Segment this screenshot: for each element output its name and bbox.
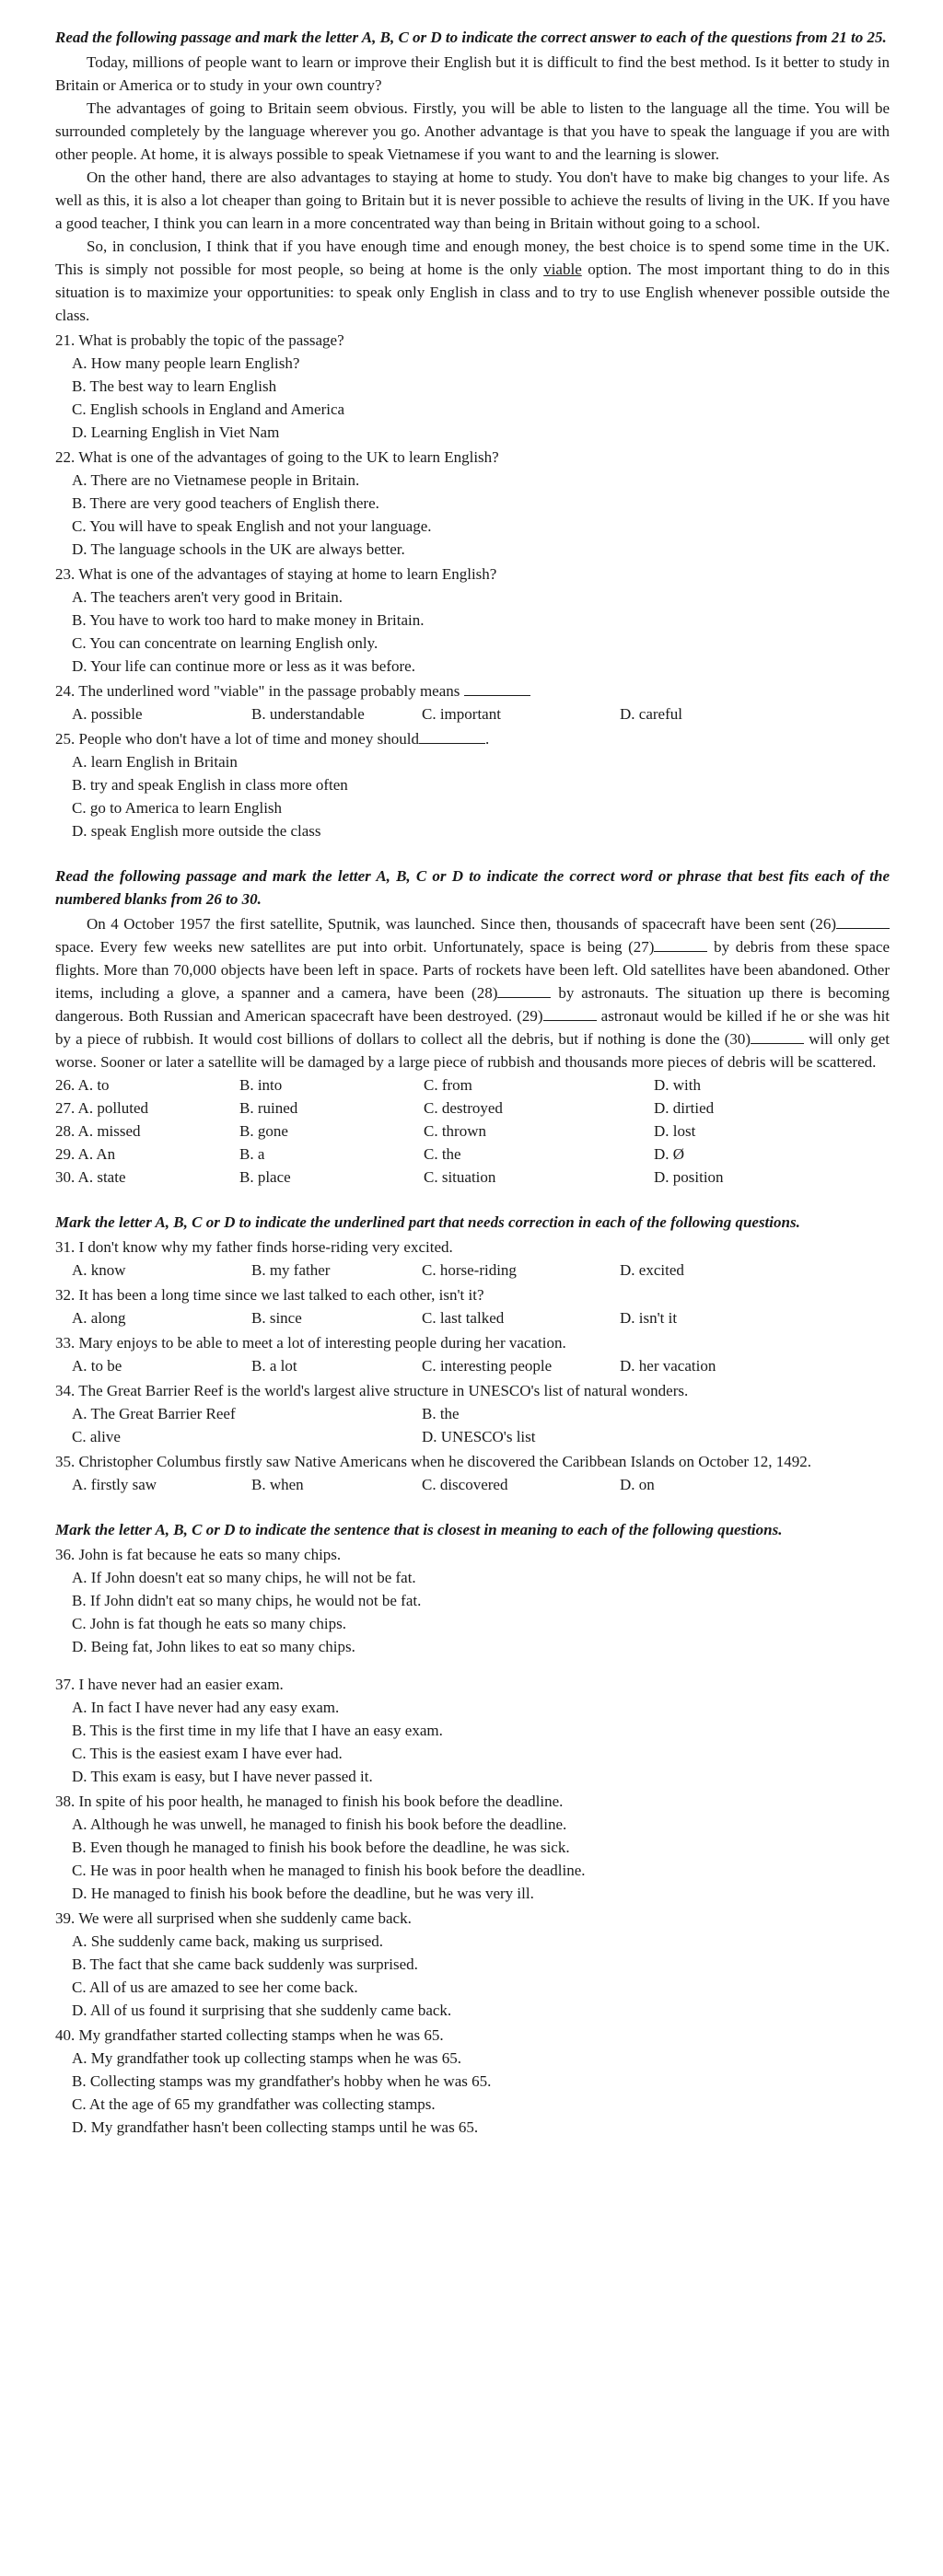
answer-option[interactable]: B. ruined: [239, 1099, 298, 1117]
blank-28: [497, 997, 551, 998]
answer-option[interactable]: D. UNESCO's list: [422, 1428, 536, 1445]
answer-option[interactable]: C. last talked: [422, 1309, 505, 1327]
answer-option[interactable]: D. Your life can continue more or less as it was before.: [72, 657, 415, 675]
question-22: 22. What is one of the advantages of going to the UK to learn English?: [55, 448, 499, 466]
answer-option[interactable]: B. Even though he managed to finish his book before the deadline, he was sick.: [72, 1839, 570, 1856]
answer-option[interactable]: C. You will have to speak English and not your language.: [72, 517, 432, 535]
answer-option[interactable]: 29. A. An: [55, 1145, 116, 1163]
question-38: 38. In spite of his poor health, he managed to finish his book before the deadline.: [55, 1793, 564, 1810]
answer-option[interactable]: A. Although he was unwell, he managed to finish his book before the deadline.: [72, 1816, 567, 1833]
answer-option[interactable]: D. Learning English in Viet Nam: [72, 424, 280, 441]
answer-option[interactable]: B. Collecting stamps was my grandfather's hobby when he was 65.: [72, 2072, 492, 2090]
answer-option[interactable]: C. He was in poor health when he managed to finish his book before the deadline.: [72, 1862, 586, 1879]
question-31: 31. I don't know why my father finds horse-riding very excited.: [55, 1238, 453, 1256]
answer-option[interactable]: B. try and speak English in class more often: [72, 776, 348, 794]
answer-option[interactable]: B. The best way to learn English: [72, 377, 277, 395]
question-32: 32. It has been a long time since we last talked to each other, isn't it?: [55, 1286, 484, 1304]
answer-option[interactable]: D. careful: [620, 705, 682, 723]
passage1-paragraph: The advantages of going to Britain seem obvious. Firstly, you will be able to listen to the language all the time. You will be surrounded completely by the language wherever you go. Another advantage is that you have to speak the language if you are with other people. At home, it is always possible to speak Vietnamese if you want to and the learning is slower.: [55, 99, 890, 163]
answer-option[interactable]: A. know: [72, 1261, 126, 1279]
answer-option[interactable]: C. interesting people: [422, 1357, 553, 1375]
answer-row: [72, 1259, 890, 1282]
answer-option[interactable]: B. If John didn't eat so many chips, he would not be fat.: [72, 1592, 422, 1609]
answer-option[interactable]: C. You can concentrate on learning English only.: [72, 634, 378, 652]
answer-option[interactable]: A. My grandfather took up collecting stamps when he was 65.: [72, 2049, 462, 2067]
answer-option[interactable]: B. gone: [239, 1122, 288, 1140]
answer-option[interactable]: D. speak English more outside the class: [72, 822, 321, 840]
answer-option[interactable]: B. This is the first time in my life that I have an easy exam.: [72, 1722, 443, 1739]
question-39: 39. We were all surprised when she suddenly came back.: [55, 1909, 412, 1927]
answer-option[interactable]: A. learn English in Britain: [72, 753, 238, 771]
answer-option[interactable]: C. John is fat though he eats so many chips.: [72, 1615, 346, 1632]
answer-row: [55, 1097, 890, 1120]
answer-row: [55, 1120, 890, 1143]
section2-instruction: Read the following passage and mark the letter A, B, C or D to indicate the correct word or phrase that best fits each of the numbered blanks from 26 to 30.: [55, 867, 890, 908]
question-21: 21. What is probably the topic of the passage?: [55, 331, 344, 349]
answer-option[interactable]: C. thrown: [424, 1122, 486, 1140]
answer-row: [55, 1073, 890, 1097]
question-37: 37. I have never had an easier exam.: [55, 1676, 284, 1693]
answer-option[interactable]: D. Being fat, John likes to eat so many chips.: [72, 1638, 355, 1655]
answer-row: [55, 1143, 890, 1166]
answer-option[interactable]: D. My grandfather hasn't been collecting stamps until he was 65.: [72, 2118, 479, 2136]
answer-option[interactable]: D. This exam is easy, but I have never passed it.: [72, 1768, 373, 1785]
answer-option[interactable]: C. go to America to learn English: [72, 799, 283, 817]
answer-option[interactable]: 30. A. state: [55, 1168, 126, 1186]
answer-option[interactable]: A. The teachers aren't very good in Britain.: [72, 588, 343, 606]
answer-option[interactable]: D. her vacation: [620, 1357, 716, 1375]
answer-option[interactable]: 28. A. missed: [55, 1122, 141, 1140]
question-33: 33. Mary enjoys to be able to meet a lot of interesting people during her vacation.: [55, 1334, 566, 1352]
answer-option[interactable]: C. the: [424, 1145, 461, 1163]
question-23: 23. What is one of the advantages of staying at home to learn English?: [55, 565, 497, 583]
answer-blank: [464, 695, 530, 696]
answer-option[interactable]: B. a: [239, 1145, 265, 1163]
passage1-paragraph: So, in conclusion, I think that if you have enough time and enough money, the best choice is to spend some time in the UK. This is simply not possible for most people, so being at home is the only viable option. The most important thing to do in this situation is to maximize your opportunities: to speak only English in class and to try to use English whenever possible outside the class.: [55, 238, 891, 324]
answer-option[interactable]: B. since: [251, 1309, 302, 1327]
answer-option[interactable]: C. At the age of 65 my grandfather was collecting stamps.: [72, 2095, 436, 2113]
question-34: 34. The Great Barrier Reef is the world's largest alive structure in UNESCO's list of natural wonders.: [55, 1382, 689, 1399]
answer-option[interactable]: B. into: [239, 1076, 283, 1094]
answer-option[interactable]: C. destroyed: [424, 1099, 503, 1117]
passage2-paragraph: On 4 October 1957 the first satellite, Sputnik, was launched. Since then, thousands of spacecraft have been sent (26) space. Every few weeks new satellites are put into orbit. Unfortunately, space is being (27) by debris from these space flights. More than 70,000 objects have been left in space. Parts of rockets have been left. Old satellites have been abandoned. Other items, including a glove, a spanner and a camera, have been (28) by astronauts. The situation up there is becoming dangerous. Both Russian and American spacecraft have been destroyed. (29) astronaut would be killed if he or she was hit by a piece of rubbish. It would cost billions of dollars to collect all the debris, but if nothing is done the (30) will only get worse. Sooner or later a satellite will be damaged by a large piece of rubbish and thousands more pieces of debris will be scattered.: [55, 915, 891, 1071]
answer-option[interactable]: D. All of us found it surprising that she suddenly came back.: [72, 2002, 452, 2019]
answer-row: [72, 1354, 890, 1377]
underlined-word-viable: viable: [543, 261, 582, 278]
answer-option[interactable]: B. my father: [251, 1261, 331, 1279]
question-24: 24. The underlined word "viable" in the passage probably means: [55, 679, 890, 702]
answer-option[interactable]: D. isn't it: [620, 1309, 678, 1327]
answer-option[interactable]: A. In fact I have never had any easy exam.: [72, 1699, 340, 1716]
blank-29: [543, 1020, 597, 1021]
answer-option[interactable]: D. on: [620, 1476, 655, 1493]
answer-option[interactable]: D. position: [654, 1168, 724, 1186]
answer-option[interactable]: D. with: [654, 1076, 701, 1094]
answer-option[interactable]: A. How many people learn English?: [72, 354, 300, 372]
answer-option[interactable]: B. You have to work too hard to make money in Britain.: [72, 611, 425, 629]
passage1-paragraph: On the other hand, there are also advantages to staying at home to study. You don't have to make big changes to your life. As well as this, it is also a lot cheaper than going to Britain but it is never possible to achieve the results of living in the UK. If you have a good teacher, I think you can learn in a more concentrated way than being in Britain without going to a school.: [55, 168, 890, 232]
answer-option[interactable]: D. dirtied: [654, 1099, 715, 1117]
answer-option[interactable]: D. He managed to finish his book before the deadline, but he was very ill.: [72, 1885, 534, 1902]
answer-option[interactable]: B. place: [239, 1168, 291, 1186]
answer-option[interactable]: D. lost: [654, 1122, 696, 1140]
answer-option[interactable]: A. She suddenly came back, making us surprised.: [72, 1932, 384, 1950]
answer-option[interactable]: A. There are no Vietnamese people in Britain.: [72, 471, 360, 489]
question-35: 35. Christopher Columbus firstly saw Native Americans when he discovered the Caribbean Islands on October 12, 1492.: [55, 1453, 812, 1470]
answer-option[interactable]: C. All of us are amazed to see her come back.: [72, 1978, 358, 1996]
answer-row: [72, 1306, 890, 1329]
blank-30: [751, 1043, 804, 1044]
answer-option[interactable]: D. Ø: [654, 1145, 685, 1163]
answer-option[interactable]: C. horse-riding: [422, 1261, 517, 1279]
answer-blank: [419, 743, 485, 744]
passage1-paragraph: Today, millions of people want to learn or improve their English but it is difficult to find the best method. Is it better to study in Britain or America or to study in your own country?: [55, 53, 890, 94]
answer-option[interactable]: B. The fact that she came back suddenly was surprised.: [72, 1955, 418, 1973]
answer-option[interactable]: C. English schools in England and America: [72, 400, 345, 418]
answer-option[interactable]: C. from: [424, 1076, 472, 1094]
question-40: 40. My grandfather started collecting stamps when he was 65.: [55, 2026, 444, 2044]
section4-instruction: Mark the letter A, B, C or D to indicate the sentence that is closest in meaning to each of the following questions.: [55, 1521, 783, 1538]
answer-option[interactable]: C. discovered: [422, 1476, 508, 1493]
answer-option[interactable]: 26. A. to: [55, 1076, 110, 1094]
blank-27: [654, 951, 707, 952]
answer-option[interactable]: A. to be: [72, 1357, 122, 1375]
answer-option[interactable]: A. The Great Barrier Reef: [72, 1405, 236, 1422]
answer-option[interactable]: B. the: [422, 1405, 460, 1422]
answer-row: [55, 1166, 890, 1189]
answer-option[interactable]: B. a lot: [251, 1357, 297, 1375]
answer-option[interactable]: C. situation: [424, 1168, 496, 1186]
answer-option[interactable]: C. important: [422, 705, 501, 723]
answer-option[interactable]: C. This is the easiest exam I have ever had.: [72, 1745, 343, 1762]
blank-26: [836, 928, 890, 929]
section3-instruction: Mark the letter A, B, C or D to indicate the underlined part that needs correction in each of the following questions.: [55, 1213, 800, 1231]
answer-option[interactable]: B. when: [251, 1476, 304, 1493]
section1-instruction: Read the following passage and mark the letter A, B, C or D to indicate the correct answer to each of the questions from 21 to 25.: [55, 29, 887, 46]
answer-option[interactable]: A. along: [72, 1309, 126, 1327]
answer-option[interactable]: B. There are very good teachers of English there.: [72, 494, 379, 512]
answer-option[interactable]: A. possible: [72, 705, 143, 723]
answer-option[interactable]: D. The language schools in the UK are always better.: [72, 540, 405, 558]
answer-row: [72, 702, 890, 725]
answer-option[interactable]: A. If John doesn't eat so many chips, he will not be fat.: [72, 1569, 416, 1586]
question-36: 36. John is fat because he eats so many chips.: [55, 1546, 342, 1563]
answer-option[interactable]: 27. A. polluted: [55, 1099, 149, 1117]
answer-option[interactable]: D. excited: [620, 1261, 684, 1279]
answer-row: [72, 1402, 890, 1448]
answer-option[interactable]: C. alive: [72, 1428, 121, 1445]
answer-row: [72, 1473, 890, 1496]
answer-option[interactable]: B. understandable: [251, 705, 365, 723]
question-25: 25. People who don't have a lot of time and money should .: [55, 730, 490, 748]
answer-option[interactable]: A. firstly saw: [72, 1476, 157, 1493]
